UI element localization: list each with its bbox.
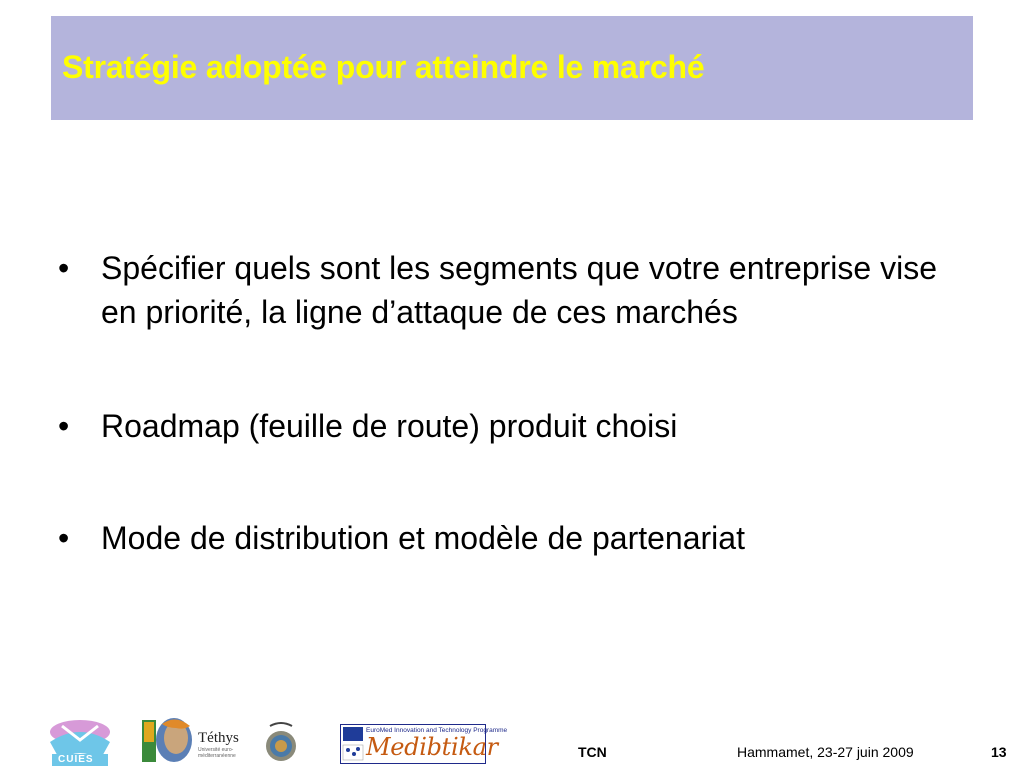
- tethys-logo-subtitle: Université euro-méditerranéenne: [198, 747, 236, 759]
- bullet-item: [56, 404, 956, 448]
- bullet-item: [56, 516, 956, 560]
- tethys-logo: [140, 716, 248, 766]
- bullet-marker: •: [58, 250, 70, 286]
- slide-title: Stratégie adoptée pour atteindre le marché: [62, 49, 705, 85]
- cuies-logo-text: CUIES: [58, 754, 94, 765]
- footer-center-text: TCN: [578, 744, 607, 760]
- slide-title-bar: [51, 16, 973, 120]
- bullet-text: Spécifier quels sont les segments que votre entreprise vise en priorité, la ligne d’attaque de ces marchés: [101, 250, 937, 330]
- bullet-text: Mode de distribution et modèle de partenariat: [101, 520, 745, 556]
- university-seal-logo: [264, 720, 298, 766]
- bullet-text: Roadmap (feuille de route) produit choisi: [101, 408, 678, 444]
- medibtikar-logo-name: Medibtikar: [366, 733, 498, 761]
- bullet-marker: •: [58, 520, 70, 556]
- medibtikar-logo: [340, 724, 508, 764]
- bullet-marker: •: [58, 408, 70, 444]
- bullet-item: [56, 246, 956, 334]
- cuies-logo: [42, 716, 118, 766]
- page-number: 13: [991, 744, 1007, 760]
- tethys-logo-name: Téthys: [198, 730, 239, 746]
- slide-footer: [0, 712, 1024, 768]
- eu-flag-icon: [343, 727, 363, 741]
- bullet-list: [56, 246, 956, 630]
- medibtikar-program-text: EuroMed Innovation and Technology Programme: [366, 727, 508, 734]
- footer-event-text: Hammamet, 23-27 juin 2009: [737, 744, 914, 760]
